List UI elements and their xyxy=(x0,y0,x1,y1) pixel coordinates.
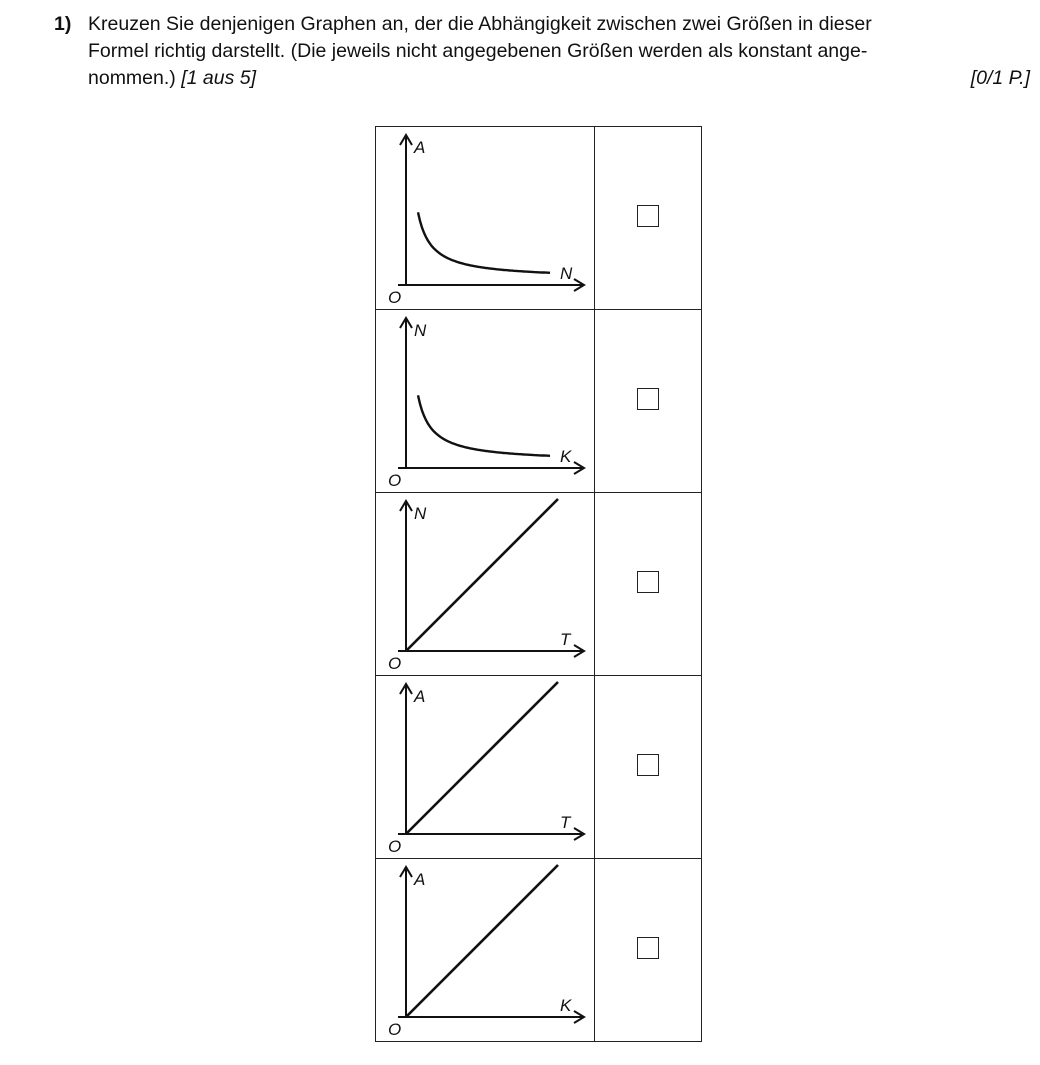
checkbox-cell xyxy=(595,859,702,1042)
origin-label: O xyxy=(388,837,402,856)
x-axis-label: K xyxy=(560,996,572,1015)
graph-line xyxy=(376,859,594,1041)
points-indicator: [0/1 P.] xyxy=(970,67,1030,89)
graph-hyperbola xyxy=(376,127,594,309)
answer-instruction: [1 aus 5] xyxy=(181,67,257,89)
y-axis-label: N xyxy=(414,504,427,523)
y-axis-label: A xyxy=(414,870,426,889)
y-axis-label: N xyxy=(414,321,427,340)
question-line-3-text: nommen.) xyxy=(88,67,176,89)
option-row xyxy=(376,310,702,493)
checkbox-cell xyxy=(595,127,702,310)
origin-label: O xyxy=(388,654,402,673)
x-axis-label: T xyxy=(560,630,571,649)
graph-cell xyxy=(376,127,595,310)
graph-curve xyxy=(406,682,558,834)
option-row xyxy=(376,493,702,676)
x-axis-label: N xyxy=(560,264,573,283)
question-line-1: Kreuzen Sie denjenigen Graphen an, der die Abhängigkeit zwischen zwei Größen in dieser xyxy=(88,13,872,35)
graph-line xyxy=(376,676,594,858)
answer-checkbox[interactable] xyxy=(637,937,659,959)
options-table xyxy=(375,126,702,1042)
origin-label: O xyxy=(388,288,402,307)
option-row xyxy=(376,859,702,1042)
graph-hyperbola xyxy=(376,310,594,492)
graph-curve xyxy=(406,499,558,651)
checkbox-cell xyxy=(595,310,702,493)
y-axis-label: A xyxy=(414,138,426,157)
origin-label: O xyxy=(388,471,402,490)
answer-checkbox[interactable] xyxy=(637,388,659,410)
y-axis-label: A xyxy=(414,687,426,706)
option-row xyxy=(376,676,702,859)
graph-line xyxy=(376,493,594,675)
graph-cell xyxy=(376,310,595,493)
answer-checkbox[interactable] xyxy=(637,754,659,776)
answer-checkbox[interactable] xyxy=(637,205,659,227)
x-axis-label: K xyxy=(560,447,572,466)
question-line-2: Formel richtig darstellt. (Die jeweils nicht angegebenen Größen werden als konstant ange- xyxy=(88,40,868,62)
graph-cell xyxy=(376,859,595,1042)
answer-checkbox[interactable] xyxy=(637,571,659,593)
question-number: 1) xyxy=(54,13,72,35)
origin-label: O xyxy=(388,1020,402,1039)
question-line-3 xyxy=(88,65,1030,92)
graph-curve xyxy=(418,395,550,456)
checkbox-cell xyxy=(595,493,702,676)
graph-cell xyxy=(376,676,595,859)
graph-curve xyxy=(418,212,550,272)
x-axis-label: T xyxy=(560,813,571,832)
graph-curve xyxy=(406,865,558,1017)
graph-cell xyxy=(376,493,595,676)
option-row xyxy=(376,127,702,310)
question-text xyxy=(88,11,1030,92)
checkbox-cell xyxy=(595,676,702,859)
